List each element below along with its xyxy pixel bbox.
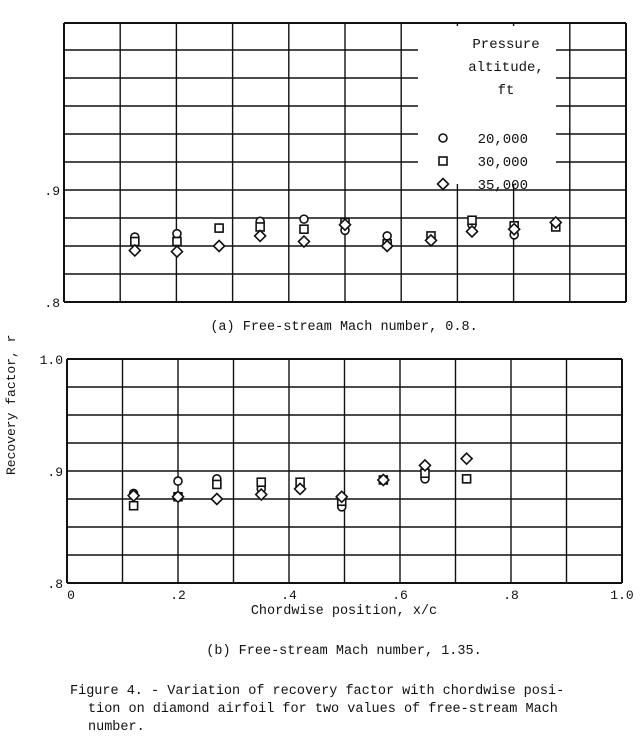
diamond-marker — [467, 226, 478, 237]
diamond-marker — [211, 494, 222, 505]
chart-b-plot-area — [40, 353, 634, 603]
square-marker — [300, 225, 308, 233]
circle-marker — [174, 477, 182, 485]
square-marker — [463, 475, 471, 483]
square-marker — [130, 502, 138, 510]
legend-title: altitude, — [468, 60, 544, 76]
legend-title: ft — [497, 83, 515, 99]
figure-caption-line-2: tion on diamond airfoil for two values of free-stream Mach — [88, 702, 558, 717]
legend-entry-label: 35,000 — [477, 178, 528, 194]
square-marker — [257, 478, 265, 486]
square-marker — [439, 157, 447, 165]
square-marker — [213, 480, 221, 488]
x-tick-label: .4 — [281, 588, 297, 603]
diamond-marker — [214, 241, 225, 252]
y-tick-label: .9 — [44, 184, 60, 199]
x-tick-label: .8 — [503, 588, 519, 603]
legend-entry-label: 30,000 — [477, 155, 528, 171]
legend-title: Pressure — [472, 37, 540, 53]
figure-caption-line-1: Figure 4. - Variation of recovery factor with chordwise posi- — [70, 684, 565, 699]
square-marker — [215, 224, 223, 232]
circle-marker — [439, 134, 447, 142]
square-marker — [468, 216, 476, 224]
x-tick-label: 0 — [67, 588, 75, 603]
x-tick-label: .6 — [392, 588, 408, 603]
diamond-marker — [171, 246, 182, 257]
legend — [418, 26, 556, 194]
legend-entry-label: 20,000 — [477, 132, 528, 148]
square-marker — [173, 238, 181, 246]
y-axis-label: Recovery factor, r — [4, 334, 19, 475]
circle-marker — [300, 215, 308, 223]
caption-b: (b) Free-stream Mach number, 1.35. — [206, 644, 482, 659]
diamond-marker — [255, 230, 266, 241]
y-tick-label: .8 — [44, 296, 60, 311]
circle-marker — [383, 232, 391, 240]
x-tick-label: .2 — [170, 588, 186, 603]
y-tick-label: .9 — [47, 465, 63, 480]
diamond-marker — [461, 453, 472, 464]
y-tick-label: .8 — [47, 577, 63, 592]
y-tick-label: 1.0 — [39, 353, 63, 368]
figure-caption-line-3: number. — [88, 720, 145, 735]
circle-marker — [173, 230, 181, 238]
caption-a: (a) Free-stream Mach number, 0.8. — [210, 320, 478, 335]
x-axis-label: Chordwise position, x/c — [250, 604, 438, 619]
x-tick-label: 1.0 — [610, 588, 634, 603]
